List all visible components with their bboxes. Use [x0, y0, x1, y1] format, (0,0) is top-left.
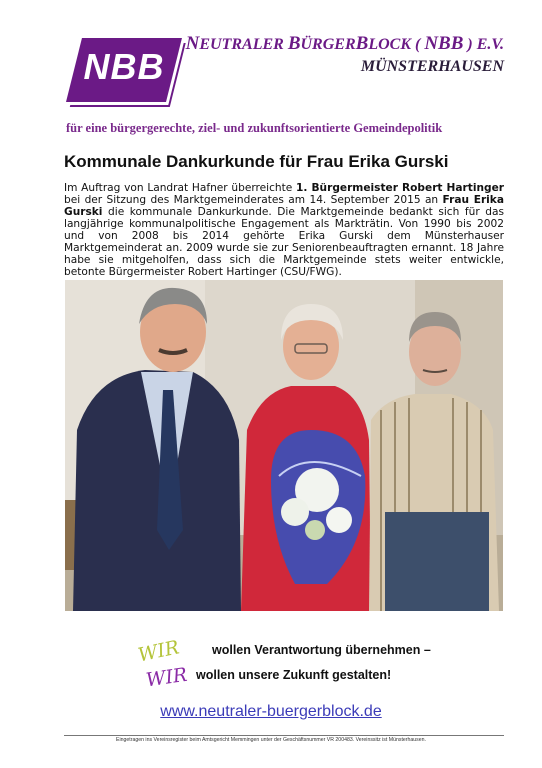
- org-part: ÜRGER: [300, 36, 356, 53]
- org-initial-n: N: [185, 33, 200, 54]
- org-initial-b2: B: [355, 33, 369, 54]
- logo-text: NBB: [83, 46, 165, 87]
- org-part: LOCK (: [368, 36, 425, 53]
- wir-logo: [136, 636, 190, 694]
- award-photo: [65, 280, 503, 611]
- footer-registry-note: Eingetragen ins Vereinsregister beim Amtsgericht Memmingen unter der Geschäftsnummer VR 200483. Vereinssitz ist Münsterhausen.: [116, 737, 426, 743]
- motto-line-1: wollen Verantwortung übernehmen –: [212, 643, 431, 657]
- nbb-logo: [68, 36, 180, 106]
- motto-line-2: wollen unsere Zukunft gestalten!: [196, 668, 392, 682]
- article-text: Im Auftrag von Landrat Hafner überreichte: [64, 182, 297, 194]
- article-text: bei der Sitzung des Marktgemeinderates am 14. September 2015 an: [64, 194, 443, 206]
- wir-logo-text-1: WIR: [136, 636, 182, 667]
- org-part: ) E.V.: [463, 36, 504, 53]
- tagline: für eine bürgergerechte, ziel- und zukunftsorientierte Gemeindepolitik: [66, 121, 443, 135]
- article-body: [64, 182, 504, 278]
- organization-name-line1: [186, 33, 504, 56]
- website-link[interactable]: www.neutraler-buergerblock.de: [160, 703, 382, 720]
- org-abbrev: NBB: [424, 33, 464, 54]
- wir-logo-graphic: [136, 636, 190, 694]
- wir-logo-text-2: WIR: [144, 663, 189, 692]
- article-bold-name: 1. Bürgermeister Robert Hartinger: [296, 182, 504, 194]
- org-initial-b: B: [287, 33, 301, 54]
- award-photo-illustration: [65, 280, 503, 611]
- organization-name: [186, 33, 504, 78]
- article-text: die kommunale Dankurkunde. Die Marktgemeinde bedankt sich für das langjährige kommunalpolitische Engagement als Markträtin. Von 1990 bis 2002 und von 2008 bis 2014 gehörte Erika Gurski dem Münsterhauser Marktgemeinderat an. 2009 wurde sie zur Seniorenbeauftragten ernannt. 18 Jahre habe sie mitgeholfen, dass sich die Marktgemeinde stets weiter entwickle, betonte Bürgermeister Robert Hartinger (CSU/FWG).: [64, 206, 504, 278]
- footer-divider: [64, 735, 504, 736]
- organization-town: MÜNSTERHAUSEN: [360, 58, 504, 75]
- article-bold-name: Frau Erika Gurski: [64, 194, 504, 218]
- article-headline: Kommunale Dankurkunde für Frau Erika Gurski: [64, 152, 449, 171]
- org-part: EUTRALER: [199, 36, 288, 53]
